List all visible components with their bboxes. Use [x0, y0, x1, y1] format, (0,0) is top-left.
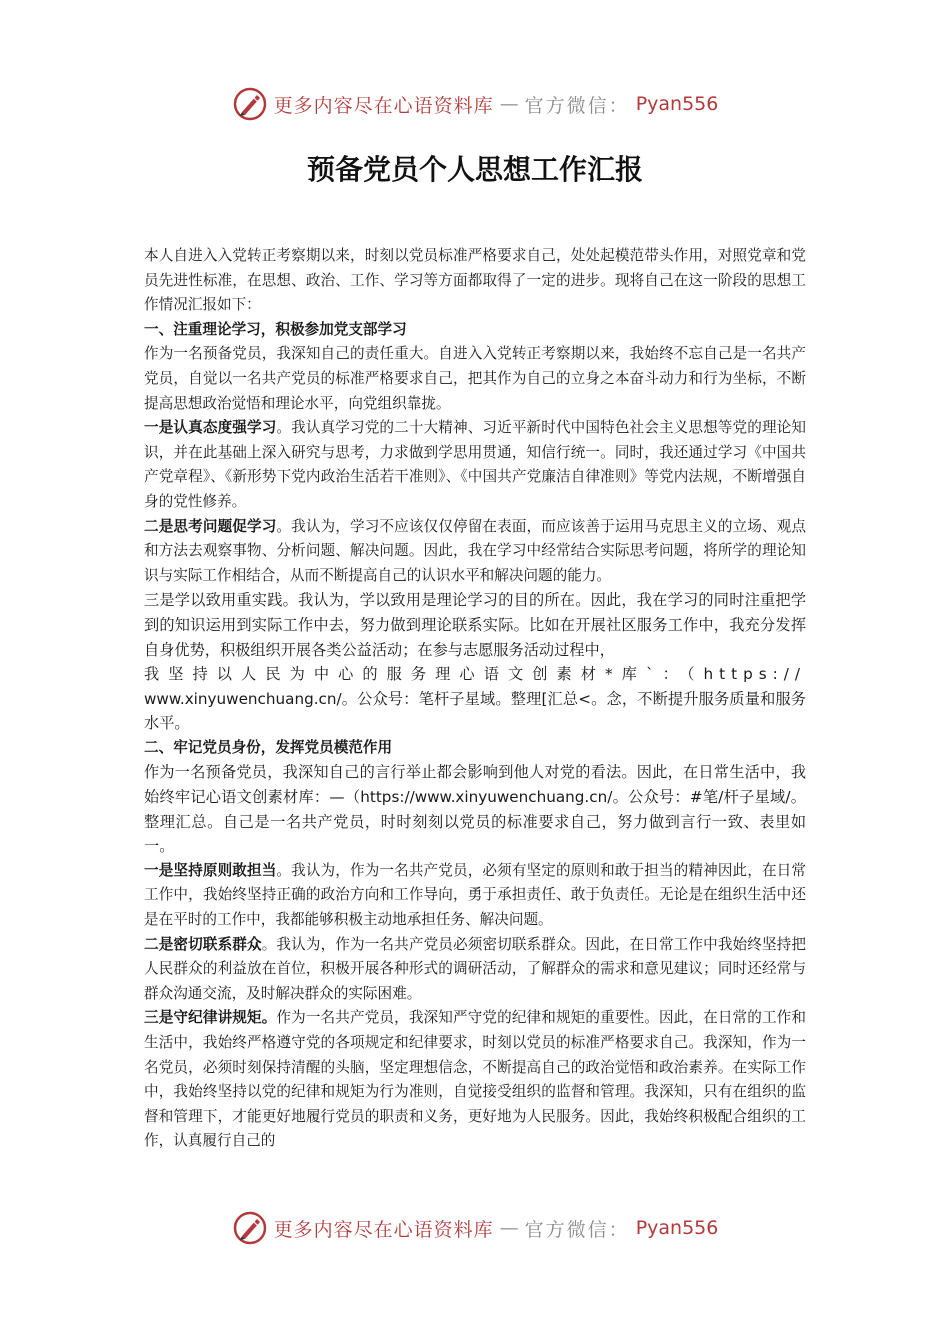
pen-logo-icon	[232, 86, 268, 122]
section1-item1-text: 。我认真学习党的二十大精神、习近平新时代中国特色社会主义思想等党的理论知识，并在此基础上深入研究与思考，力求做到学思用贯通，知信行统一。同时，我还通过学习《中国共产党章程》、《新形势下党内政治生活若干准则》、《中国共产党廉洁自律准则》等党内法规，不断增强自身的党性修养。	[144, 419, 806, 510]
section1-item1-lead: 一是认真态度强学习	[144, 419, 277, 437]
section2-item2-lead: 二是密切联系群众	[144, 935, 262, 953]
section1-item2-lead: 二是思考问题促学习	[144, 517, 277, 535]
section1-item3-spaced-line: 我坚持以人民为中心的服务理心语文创素材*库`：（https://	[144, 665, 806, 684]
section1-paragraph: 作为一名预备党员，我深知自己的责任重大。自进入入党转正考察期以来，我始终不忘自己是一名共产党员，自觉以一名共产党员的标准严格要求自己，把其作为自己的立身之本奋斗动力和行为坐标，不断提高思想政治觉悟和理论水平，向党组织靠拢。	[144, 345, 806, 412]
section1-heading: 一、注重理论学习，积极参加党支部学习	[144, 320, 407, 338]
pen-logo-icon	[232, 1210, 268, 1246]
section1-item1	[144, 416, 806, 514]
banner-slogan: 更多内容尽在心语资料库	[273, 94, 494, 117]
header-banner	[0, 84, 950, 124]
banner-wechat-id: Pyan556	[635, 93, 719, 115]
section2-item1-text: 。我认为，作为一名共产党员，必须有坚定的原则和敢于担当的精神因此，在日常工作中，我始终坚持正确的政治方向和工作导向，勇于承担责任、敢于负责任。无论是在组织生活中还是在平时的工作中，我都能够积极主动地承担任务、解决问题。	[144, 861, 806, 929]
section2-item1-lead: 一是坚持原则敢担当	[144, 861, 277, 879]
document-title: 预备党员个人思想工作汇报	[306, 153, 643, 186]
footer-slogan: 更多内容尽在心语资料库	[273, 1218, 494, 1241]
footer-wechat-label: 官方微信：	[524, 1218, 630, 1241]
section1-item2	[144, 515, 806, 589]
section1-item3-tail: www.xinyuwenchuang.cn/。公众号：笔杆子星域。整理[汇总<。念，不断提升服务质量和服务水平。	[144, 689, 806, 733]
section2-item3-text: 作为一名共产党员，我深知严守党的纪律和规矩的重要性。因此，在日常的工作和生活中，我始终严格遵守党的各项规定和纪律要求，时刻以党员的标准严格要求自己。我深知，作为一名党员，必须时刻保持清醒的头脑，坚定理想信念，不断提高自己的政治觉悟和政治素养。在实际工作中，我始终坚持以党的纪律和规矩为行为准则，自觉接受组织的监督和管理。我深知，只有在组织的监督和管理下，才能更好地履行党员的职责和义务，更好地为人民服务。因此，我始终积极配合组织的工作，认真履行自己的	[144, 1009, 806, 1150]
section1-item2-text: 。我认为，学习不应该仅仅停留在表面，而应该善于运用马克思主义的立场、观点和方法去观察事物、分析问题、解决问题。因此，我在学习中经常结合实际思考问题，将所学的理论知识与实际工作相结合，从而不断提高自己的认识水平和解决问题的能力。	[144, 517, 806, 584]
footer-banner	[0, 1208, 950, 1248]
intro-paragraph: 本人自进入入党转正考察期以来，时刻以党员标准严格要求自己，处处起模范带头作用，对照党章和党员先进性标准，在思想、政治、工作、学习等方面都取得了一定的进步。现将自己在这一阶段的思想工作情况汇报如下：	[144, 247, 806, 314]
section2-heading: 二、牢记党员身份，发挥党员模范作用	[144, 738, 393, 756]
section2-paragraph: 作为一名预备党员，我深知自己的言行举止都会影响到他人对党的看法。因此，在日常生活中，我始终牢记心语文创素材库：—（https://www.xinyuwenchuang.cn/。公众号：#笔/杆子星域/。整理汇总。自己是一名共产党员，时时刻刻以党员的标准要求自己，努力做到言行一致、表里如一。	[144, 763, 806, 856]
section2-item1	[144, 859, 806, 933]
section2-item2-text: 。我认为，作为一名共产党员必须密切联系群众。因此，在日常工作中我始终坚持把人民群众的利益放在首位，积极开展各种形式的调研活动，了解群众的需求和意见建议；同时还经常与群众沟通交流，及时解决群众的实际困难。	[144, 935, 806, 1002]
banner-dash: —	[499, 93, 519, 115]
section2-item2	[144, 933, 806, 1007]
banner-wechat-label: 官方微信：	[524, 94, 630, 117]
footer-dash: —	[499, 1217, 519, 1239]
footer-wechat-id: Pyan556	[635, 1217, 719, 1239]
document-body	[144, 244, 806, 1154]
section1-item3: 三是学以致用重实践。我认为，学以致用是理论学习的目的所在。因此，我在学习的同时注重把学到的知识运用到实际工作中去，努力做到理论联系实际。比如在开展社区服务工作中，我充分发挥自身优势，积极组织开展各类公益活动；在参与志愿服务活动过程中，	[144, 591, 806, 659]
section2-item3-lead: 三是守纪律讲规矩。	[144, 1009, 277, 1027]
section2-item3	[144, 1006, 806, 1154]
